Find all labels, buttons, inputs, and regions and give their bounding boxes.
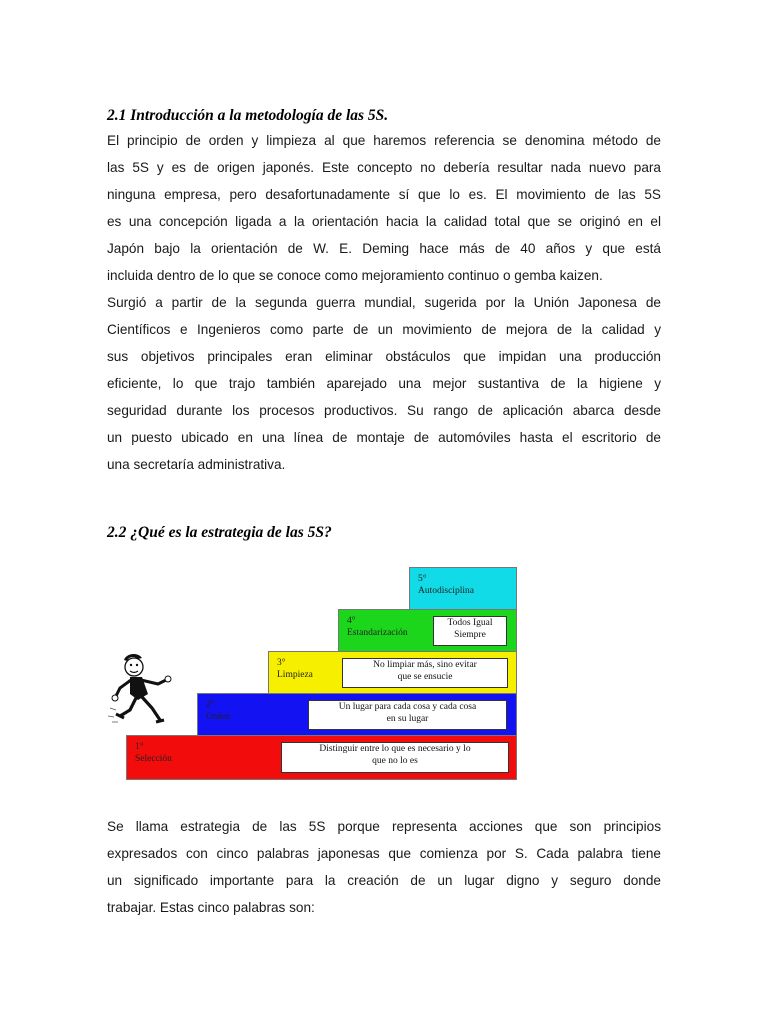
step-2-orden	[197, 693, 517, 737]
step-number: 1°	[135, 742, 144, 752]
text-line: incluida dentro de lo que se conoce como mejoramiento continuo o gemba kaizen.	[107, 268, 603, 283]
text-line: eficiente, lo que trajo también aparejado una mejor sustantiva de la higiene y	[107, 376, 661, 391]
text-line: expresados con cinco palabras japonesas que comienza por S. Cada palabra tiene	[107, 846, 661, 861]
text-line: las 5S y es de origen japonés. Este concepto no debería resultar nada nuevo para	[107, 160, 661, 175]
intro-paragraph	[107, 127, 661, 478]
description-line: que no lo es	[372, 756, 418, 766]
text-line: seguridad durante los procesos productivos. Su rango de aplicación abarca desde	[107, 403, 661, 418]
step-4-estandarizacion	[338, 609, 517, 653]
description-line: en su lugar	[386, 714, 429, 724]
description-line: Todos Igual	[447, 618, 493, 628]
description-line: que se ensucie	[397, 672, 453, 682]
text-line: sus objetivos principales eran eliminar obstáculos que impidan una producción	[107, 349, 661, 364]
section-heading-intro: 2.1 Introducción a la metodología de las 5S.	[107, 107, 389, 124]
description-line: Siempre	[454, 630, 486, 640]
step-1-seleccion	[126, 735, 517, 780]
step-description-box	[281, 742, 509, 773]
text-line: trabajar. Estas cinco palabras son:	[107, 900, 315, 915]
text-line: Científicos e Ingenieros como parte de un movimiento de mejora de la calidad y	[107, 322, 661, 337]
text-line: un significado importante para la creación de un lugar digno y seguro donde	[107, 873, 661, 888]
step-name: Selección	[135, 754, 172, 764]
text-line: una secretaría administrativa.	[107, 457, 286, 472]
step-description-box	[342, 658, 508, 688]
step-3-limpieza	[268, 651, 517, 695]
section-heading-strategy: 2.2 ¿Qué es la estrategia de las 5S?	[107, 524, 332, 541]
step-number: 4°	[347, 616, 356, 626]
text-line: Se llama estrategia de las 5S porque representa acciones que son principios	[107, 819, 661, 834]
text-line: es una concepción ligada a la orientación hacia la calidad total que se originó en el	[107, 214, 661, 229]
step-name: Orden	[206, 712, 230, 722]
text-line: un puesto ubicado en una línea de montaje de automóviles hasta el escritorio de	[107, 430, 661, 445]
step-description-box	[308, 700, 507, 730]
step-name: Autodisciplina	[418, 586, 474, 596]
text-line: ninguna empresa, pero desafortunadamente sí que lo es. El movimiento de las 5S	[107, 187, 661, 202]
step-description-box	[433, 616, 507, 646]
strategy-paragraph	[107, 813, 661, 921]
step-number: 5°	[418, 574, 427, 584]
description-line: Un lugar para cada cosa y cada cosa	[338, 702, 477, 712]
text-line: El principio de orden y limpieza al que haremos referencia se denomina método de	[107, 133, 661, 148]
description-line: Distinguir entre lo que es necesario y lo	[319, 744, 471, 754]
text-line: Surgió a partir de la segunda guerra mundial, sugerida por la Unión Japonesa de	[107, 295, 661, 310]
step-number: 3°	[277, 658, 286, 668]
step-number: 2°	[206, 700, 215, 710]
text-line: Japón bajo la orientación de W. E. Deming hace más de 40 años y que está	[107, 241, 661, 256]
description-line: No limpiar más, sino evitar	[373, 660, 477, 670]
running-man-illustration	[108, 650, 188, 730]
step-5-autodisciplina	[409, 567, 517, 611]
step-name: Limpieza	[277, 670, 313, 680]
step-name: Estandarización	[347, 628, 408, 638]
